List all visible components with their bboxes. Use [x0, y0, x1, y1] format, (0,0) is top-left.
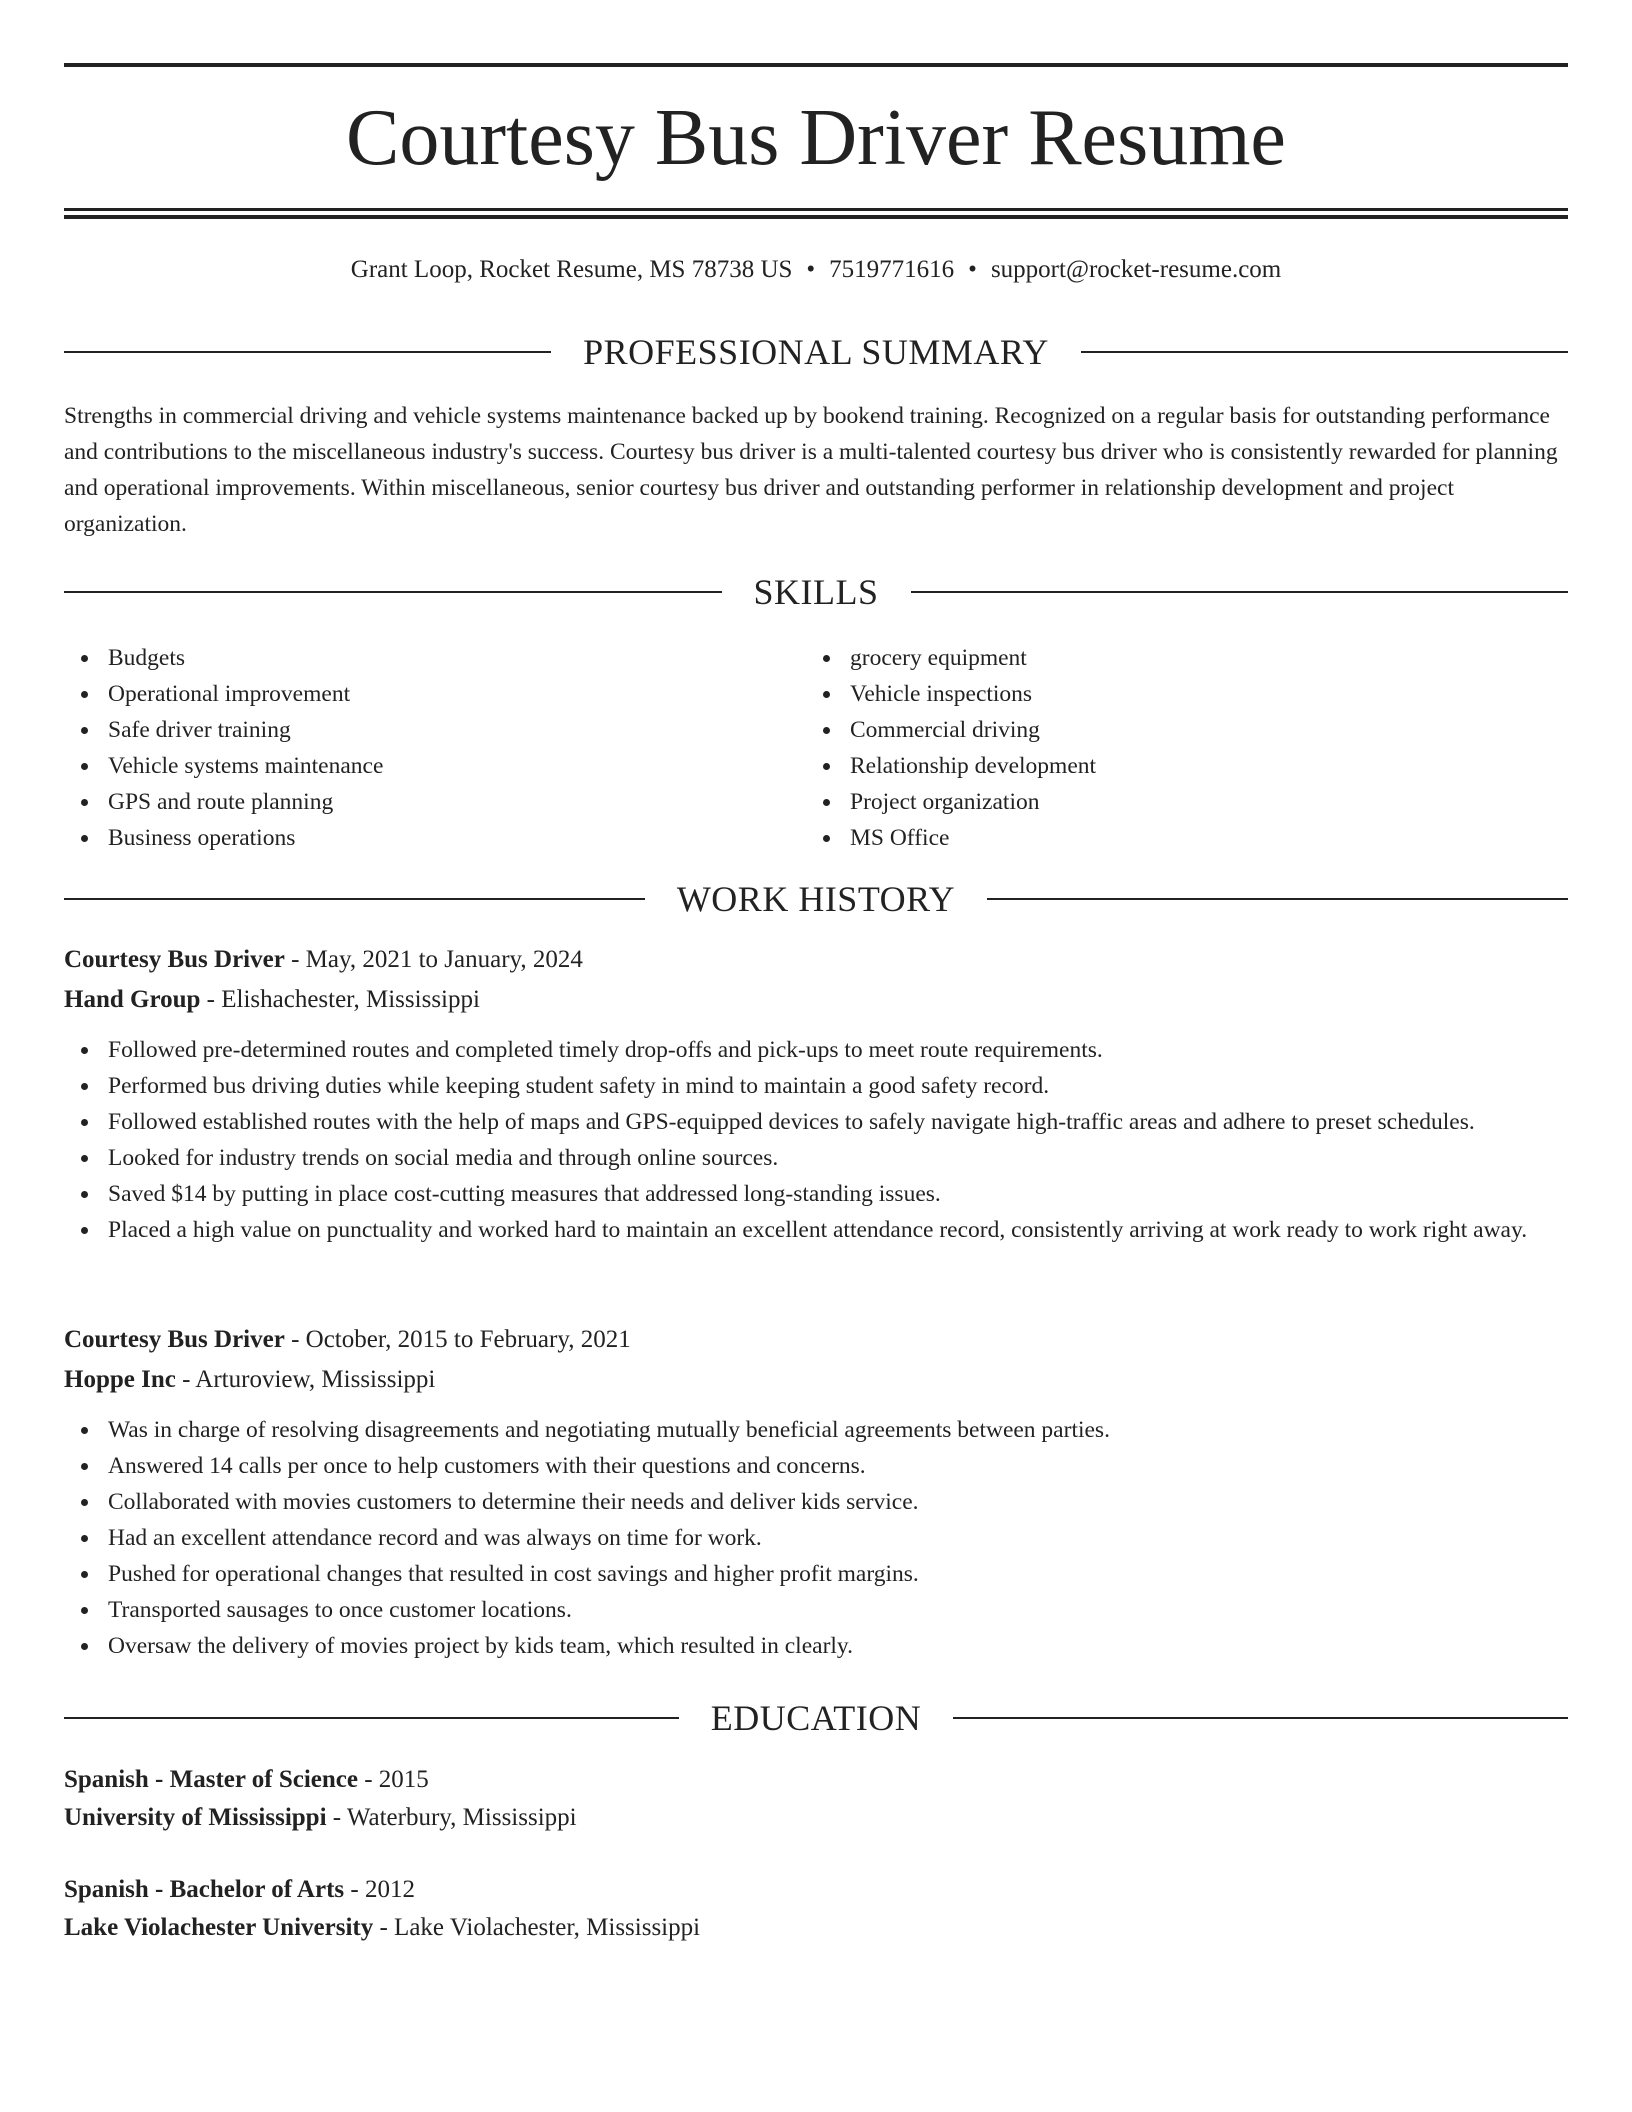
job-company-line — [64, 980, 1568, 1020]
skill-item: Operational improvement — [64, 676, 764, 712]
skill-item: Business operations — [64, 820, 764, 856]
heading-rule — [64, 351, 551, 353]
job-duty: Performed bus driving duties while keeping student safety in mind to maintain a good safety record. — [64, 1068, 1568, 1104]
skill-item: Vehicle systems maintenance — [64, 748, 764, 784]
job-duty: Pushed for operational changes that resulted in cost savings and higher profit margins. — [64, 1556, 1568, 1592]
job-duty: Answered 14 calls per once to help customers with their questions and concerns. — [64, 1448, 1568, 1484]
education-degree-line — [64, 1760, 1568, 1800]
heading-rule — [987, 898, 1568, 900]
contact-line — [64, 254, 1568, 286]
education-school-line — [64, 1908, 1568, 1948]
contact-phone: 7519771616 — [829, 256, 955, 283]
summary-heading-label: PROFESSIONAL SUMMARY — [583, 332, 1049, 372]
title-rule-lower — [64, 215, 1568, 219]
job-company: Hand Group — [64, 986, 201, 1013]
job-duty: Placed a high value on punctuality and worked hard to maintain an excellent attendance record, consistently arriving at work ready to work right away. — [64, 1212, 1568, 1248]
skills-section-heading — [64, 570, 1568, 614]
contact-separator: • — [806, 256, 816, 283]
skill-item: Budgets — [64, 640, 764, 676]
job-title: Courtesy Bus Driver — [64, 946, 285, 973]
contact-email: support@rocket-resume.com — [990, 256, 1282, 283]
contact-address: Grant Loop, Rocket Resume, MS 78738 US — [350, 256, 793, 283]
resume-title: Courtesy Bus Driver Resume — [346, 94, 1286, 182]
job-duty: Had an excellent attendance record and was always on time for work. — [64, 1520, 1568, 1556]
skill-item: Safe driver training — [64, 712, 764, 748]
job-duty: Collaborated with movies customers to determine their needs and deliver kids service. — [64, 1484, 1568, 1520]
job-duty: Transported sausages to once customer locations. — [64, 1592, 1568, 1628]
heading-rule — [953, 1717, 1568, 1719]
education-section-heading — [64, 1696, 1568, 1740]
job-title-line — [64, 940, 1568, 980]
job-duty: Followed pre-determined routes and completed timely drop-offs and pick-ups to meet route requirements. — [64, 1032, 1568, 1068]
job-location: - Arturoview, Mississippi — [175, 1366, 436, 1393]
education-heading-label: EDUCATION — [710, 1698, 922, 1738]
education-degree: Spanish - Master of Science — [64, 1766, 358, 1793]
heading-rule — [1081, 351, 1568, 353]
skill-item: Commercial driving — [806, 712, 1506, 748]
top-rule — [64, 63, 1568, 67]
job-duty: Was in charge of resolving disagreements and negotiating mutually beneficial agreements between parties. — [64, 1412, 1568, 1448]
education-year: - 2012 — [344, 1876, 415, 1903]
education-degree-line — [64, 1870, 1568, 1910]
skill-item: MS Office — [806, 820, 1506, 856]
title-rule-upper — [64, 208, 1568, 211]
skill-item: Relationship development — [806, 748, 1506, 784]
heading-rule — [64, 591, 722, 593]
job-company-line — [64, 1360, 1568, 1400]
skills-list-right — [806, 640, 1506, 856]
heading-rule — [64, 898, 645, 900]
skill-item: Vehicle inspections — [806, 676, 1506, 712]
education-degree: Spanish - Bachelor of Arts — [64, 1876, 345, 1903]
work-heading-label: WORK HISTORY — [676, 879, 956, 919]
job-duties-list — [64, 1412, 1568, 1664]
job-duties-list — [64, 1032, 1568, 1248]
job-location: - Elishachester, Mississippi — [200, 986, 480, 1013]
skill-item: GPS and route planning — [64, 784, 764, 820]
contact-separator: • — [968, 256, 977, 283]
job-title: Courtesy Bus Driver — [64, 1326, 285, 1353]
job-dates: - May, 2021 to January, 2024 — [284, 946, 583, 973]
work-section-heading — [64, 877, 1568, 921]
education-school: Lake Violachester University — [64, 1914, 374, 1941]
heading-rule — [64, 1717, 679, 1719]
skill-item: grocery equipment — [806, 640, 1506, 676]
education-location: - Waterbury, Mississippi — [326, 1804, 577, 1831]
education-school: University of Mississippi — [64, 1804, 327, 1831]
job-duty: Looked for industry trends on social media and through online sources. — [64, 1140, 1568, 1176]
job-title-line — [64, 1320, 1568, 1360]
skill-item: Project organization — [806, 784, 1506, 820]
education-school-line — [64, 1798, 1568, 1838]
job-company: Hoppe Inc — [64, 1366, 176, 1393]
heading-rule — [911, 591, 1569, 593]
education-location: - Lake Violachester, Mississippi — [373, 1914, 701, 1941]
job-duty: Followed established routes with the help of maps and GPS-equipped devices to safely navigate high-traffic areas and adhere to preset schedules. — [64, 1104, 1568, 1140]
summary-text: Strengths in commercial driving and vehicle systems maintenance backed up by bookend training. Recognized on a regular basis for outstanding performance and contributions to the miscellaneous industry's success. Courtesy bus driver is a multi-talented courtesy bus driver who is consistently rewarded for planning and operational improvements. Within miscellaneous, senior courtesy bus driver and outstanding performer in relationship development and project organization. — [64, 403, 1558, 537]
skills-heading-label: SKILLS — [753, 572, 879, 612]
job-duty: Oversaw the delivery of movies project by kids team, which resulted in clearly. — [64, 1628, 1568, 1664]
job-dates: - October, 2015 to February, 2021 — [284, 1326, 631, 1353]
summary-section-heading — [64, 330, 1568, 374]
job-duty: Saved $14 by putting in place cost-cutting measures that addressed long-standing issues. — [64, 1176, 1568, 1212]
education-year: - 2015 — [357, 1766, 429, 1793]
skills-list-left — [64, 640, 764, 856]
